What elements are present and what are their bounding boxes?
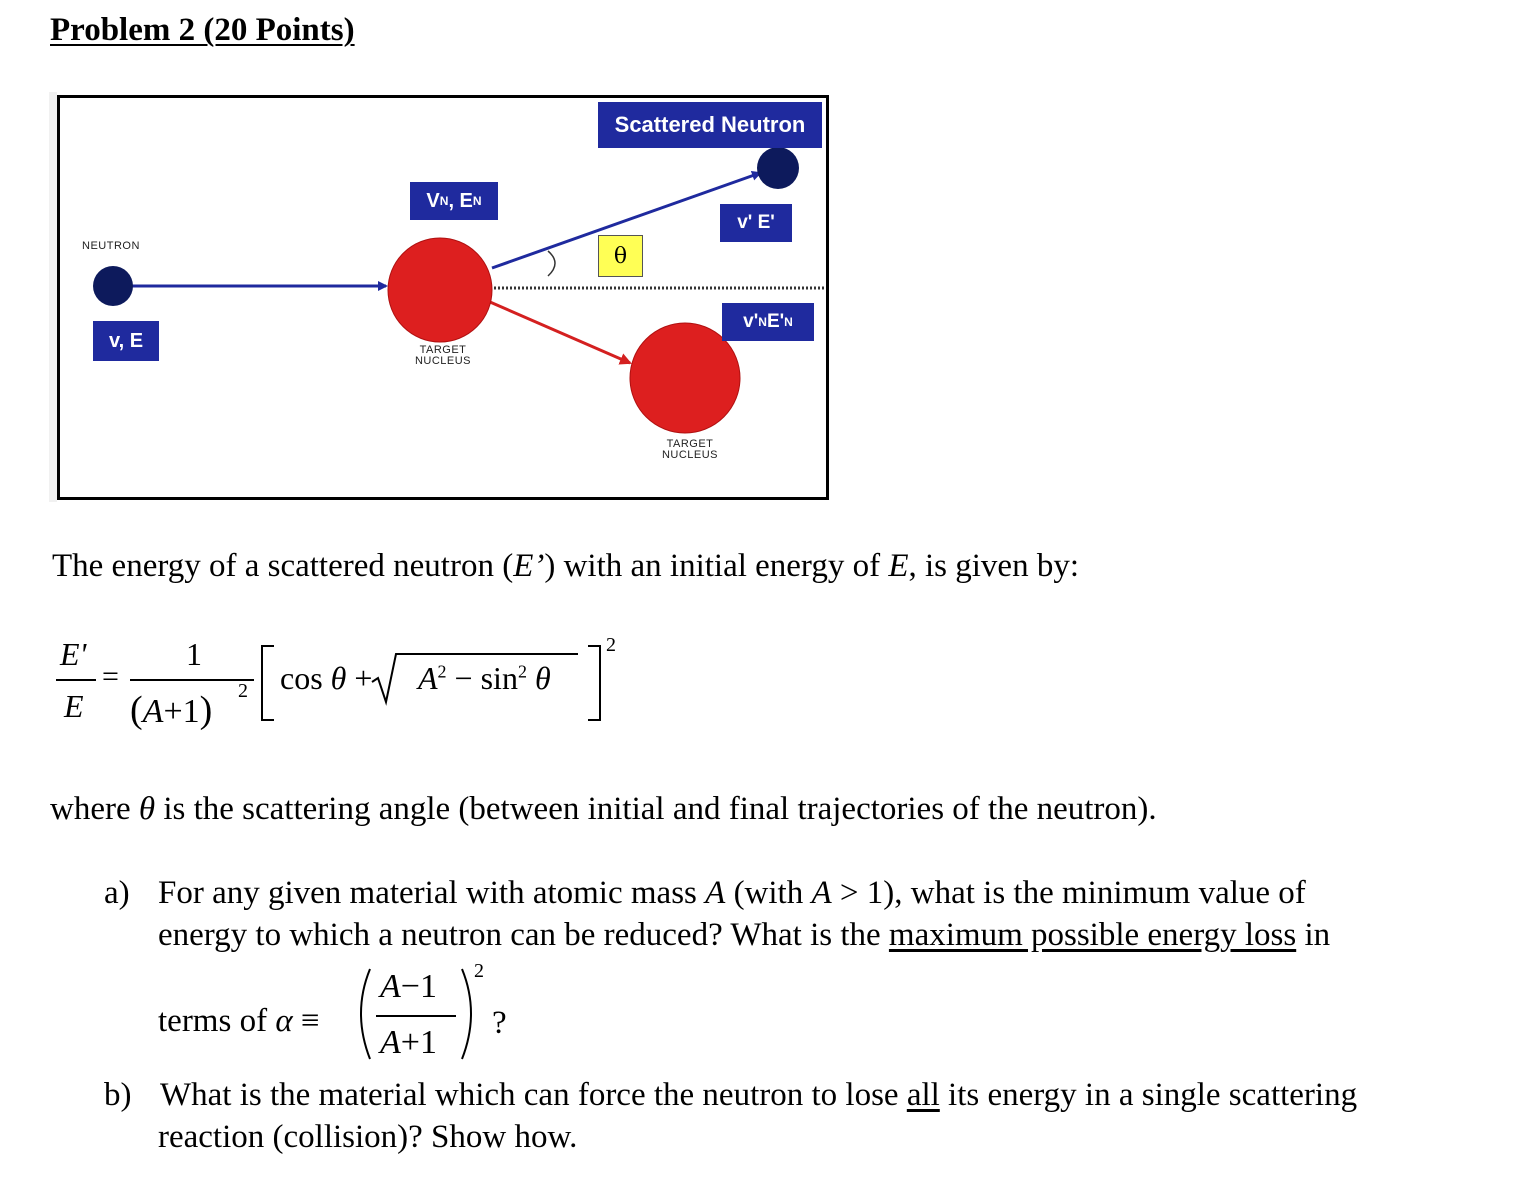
qa-l1-c: > 1), what is the minimum value of (831, 875, 1306, 911)
alpha-den-rest: +1 (400, 1024, 437, 1061)
question-a-marker: a) (104, 875, 130, 911)
eq-frac-den-a: A (142, 693, 164, 730)
problem-title: Problem 2 (20 Points) (50, 12, 355, 48)
scattered-neutron (757, 147, 799, 189)
neutron-label: NEUTRON (82, 240, 140, 252)
qa-l1-b: (with (725, 875, 812, 911)
qb-l1-b: its energy in a single scattering (939, 1077, 1358, 1113)
alpha-terms-of: terms of (158, 1003, 276, 1039)
vpn-a: v' (743, 311, 759, 332)
theta-arc (548, 251, 555, 276)
qb-l1-a: What is the material which can force the neutron to lose (160, 1077, 907, 1113)
alpha-num-rest: −1 (400, 968, 437, 1005)
eq-frac-den-plus: +1 (163, 693, 200, 730)
eq-frac-den (130, 688, 212, 732)
figure-shadow (49, 92, 57, 502)
eq-frac-num: 1 (186, 636, 202, 672)
v-e-label: v, E (93, 321, 159, 361)
eq-sin-exp: 2 (517, 661, 527, 682)
intro-a: The energy of a scattered neutron ( (52, 548, 514, 584)
vpn-sub2: N (784, 315, 793, 329)
alpha-question-mark: ? (492, 1005, 507, 1041)
vpn-b: E' (766, 311, 785, 332)
eq-lhs-bar (56, 679, 96, 681)
scattering-diagram (57, 95, 829, 500)
theta-label: θ (598, 235, 643, 277)
target2-line1: TARGET (666, 438, 714, 450)
alpha-definition (158, 1000, 320, 1042)
target-line2: NUCLEUS (414, 355, 472, 367)
qa-l1-a: For any given material with atomic mass (158, 875, 706, 911)
eq-radicand-a: A (418, 660, 438, 696)
eq-paren-open: ( (130, 689, 143, 731)
eq-radicand (418, 660, 551, 697)
vpn-sub1: N (758, 315, 767, 329)
vn-en-v: V (426, 189, 440, 212)
target-nucleus-label-recoil (655, 439, 725, 461)
eq-frac-exp: 2 (238, 680, 248, 702)
eq-cos: cos (280, 660, 323, 696)
incident-neutron (93, 266, 133, 306)
intro-e-prime: E’ (513, 548, 545, 584)
question-b-line2: reaction (collision)? Show how. (158, 1119, 578, 1155)
eq-plus: + (354, 660, 373, 696)
vn-en-sub2: N (472, 194, 482, 208)
qa-l1-A2: A (811, 875, 832, 911)
where-sentence (50, 788, 1157, 830)
alpha-exponent: 2 (474, 960, 484, 982)
target-line1: TARGET (419, 344, 467, 356)
alpha-symbol: α (275, 1003, 293, 1039)
intro-e: E (888, 548, 909, 584)
vn-en-label (410, 182, 498, 220)
question-a-line1 (158, 872, 1468, 914)
alpha-numerator (380, 968, 437, 1006)
target-nucleus-initial (388, 238, 492, 342)
target-nucleus-label-initial (408, 345, 478, 367)
v-prime-e-prime-label: v' E' (720, 204, 792, 242)
eq-lhs-num: E' (60, 636, 87, 672)
eq-equals: = (102, 660, 119, 693)
qa-l1-A1: A (705, 875, 726, 911)
target2-line2: NUCLEUS (661, 449, 719, 461)
eq-theta-2: θ (534, 660, 551, 696)
where-a: where (50, 791, 139, 827)
qa-l2-b: in (1296, 917, 1331, 953)
where-b: is the scattering angle (between initial and final trajectories of the neutron). (155, 791, 1157, 827)
alpha-equiv: ≡ (300, 1003, 320, 1039)
qa-l2-underlined: maximum possible energy loss (888, 917, 1297, 953)
eq-minus-sin: − sin (446, 660, 518, 696)
alpha-num-A: A (380, 968, 401, 1005)
intro-c: , is given by: (908, 548, 1079, 584)
intro-sentence (52, 545, 1079, 587)
eq-inner (280, 660, 372, 697)
scattered-neutron-label: Scattered Neutron (598, 102, 822, 148)
energy-equation (50, 630, 650, 750)
vn-en-mid: , E (448, 189, 473, 212)
question-b-marker: b) (104, 1077, 132, 1113)
eq-radicand-a-exp: 2 (437, 661, 447, 682)
alpha-den-A: A (380, 1024, 401, 1061)
question-b-line1 (160, 1074, 1357, 1116)
eq-lhs-den: E (64, 688, 84, 724)
intro-b: ) with an initial energy of (544, 548, 889, 584)
question-a-line2 (158, 914, 1330, 956)
eq-theta: θ (330, 660, 347, 696)
where-theta: θ (138, 791, 156, 827)
eq-paren-close: ) (199, 689, 213, 731)
qb-l1-underlined: all (906, 1077, 940, 1113)
eq-outer-exp: 2 (606, 634, 616, 656)
recoil-path-arrow (490, 302, 630, 363)
vn-en-sub1: N (439, 194, 449, 208)
vn-prime-en-prime-label (722, 303, 814, 341)
alpha-denominator (380, 1024, 437, 1062)
qa-l2-a: energy to which a neutron can be reduced? What is the (158, 917, 889, 953)
eq-frac-bar (130, 679, 254, 681)
